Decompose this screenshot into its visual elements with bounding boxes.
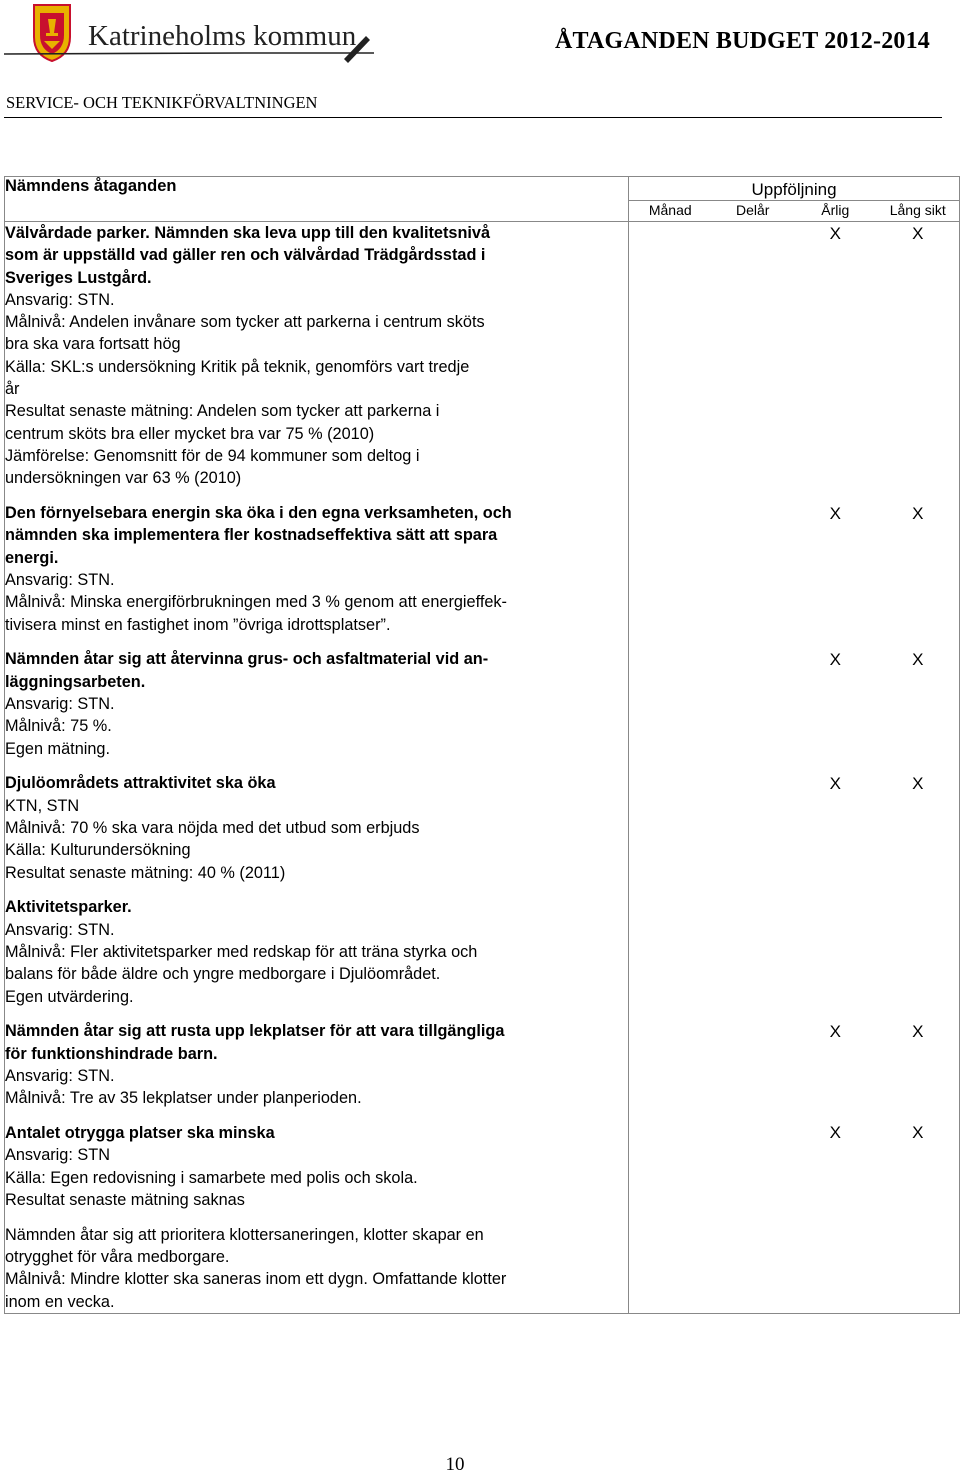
followup-mark: [712, 773, 795, 795]
commitments-header: Nämndens åtaganden: [5, 177, 629, 222]
followup-mark: X: [829, 1021, 841, 1041]
followup-mark: [629, 649, 712, 671]
followup-marks: [629, 1021, 959, 1043]
followup-marks: [629, 503, 959, 525]
subcol-long-term: Lång sikt: [889, 202, 946, 218]
commitment-line: tivisera minst en fastighet inom ”övriga idrottsplatser”.: [5, 615, 391, 634]
commitment-line: Välvårdade parker. Nämnden ska leva upp till den kvalitetsnivå: [5, 224, 491, 242]
commitment-line: Sveriges Lustgård.: [5, 268, 152, 287]
commitment-line: Resultat senaste mätning saknas: [5, 1190, 245, 1209]
subcol-monthly: Månad: [648, 202, 692, 218]
document-title: ÅTAGANDEN BUDGET 2012-2014: [554, 28, 930, 54]
commitment-line: balans för både äldre och yngre medborgare i Djulöområdet.: [5, 965, 441, 984]
followup-mark: [712, 1122, 795, 1144]
logo-text: Katrineholms kommun: [88, 20, 357, 52]
followup-mark: X: [829, 649, 841, 669]
commitment-line: Målnivå: Minska energiförbrukningen med 3 % genom att energieffek-: [5, 593, 507, 612]
commitment-line: Antalet otrygga platser ska minska: [5, 1123, 275, 1142]
department-name: SERVICE- OCH TEKNIKFÖRVALTNINGEN: [6, 93, 318, 112]
followup-marks: [629, 649, 959, 671]
followup-cell: [629, 222, 960, 1314]
commitment-item: [5, 1224, 628, 1313]
commitment-item: [5, 1122, 628, 1211]
commitment-line: centrum sköts bra eller mycket bra var 75 % (2010): [5, 424, 375, 443]
commitment-line: Målnivå: Tre av 35 lekplatser under planperioden.: [5, 1089, 362, 1108]
commitment-line: Nämnden åtar sig att prioritera klottersaneringen, klotter skapar en: [5, 1225, 484, 1244]
followup-mark: [629, 503, 712, 525]
commitment-item: [5, 502, 628, 636]
commitment-item: [5, 896, 628, 1007]
commitment-line: KTN, STN: [5, 796, 80, 815]
commitment-line: Resultat senaste mätning: 40 % (2011): [5, 863, 286, 882]
commitment-line: Ansvarig: STN.: [5, 1066, 115, 1085]
commitment-line: Källa: Kulturundersökning: [5, 841, 191, 860]
commitment-line: Nämnden åtar sig att återvinna grus- och asfaltmaterial vid an-: [5, 650, 489, 669]
followup-mark: [712, 223, 795, 245]
commitments-table: [4, 176, 960, 1314]
followup-mark: X: [829, 773, 841, 793]
commitment-line: Ansvarig: STN.: [5, 694, 115, 713]
commitment-line: Djulöområdets attraktivitet ska öka: [5, 774, 276, 793]
commitment-line: år: [5, 380, 20, 399]
commitments-cell: [5, 222, 629, 1314]
commitment-line: Målnivå: 70 % ska vara nöjda med det utbud som erbjuds: [5, 818, 420, 837]
commitment-line: otrygghet för våra medborgare.: [5, 1247, 230, 1266]
followup-mark: [629, 1021, 712, 1043]
commitment-line: Målnivå: Andelen invånare som tycker att parkerna i centrum sköts: [5, 313, 485, 332]
commitment-line: Ansvarig: STN: [5, 1146, 110, 1165]
commitment-line: inom en vecka.: [5, 1292, 115, 1311]
commitment-line: Målnivå: Fler aktivitetsparker med redskap för att träna styrka och: [5, 942, 478, 961]
followup-mark: X: [912, 649, 924, 669]
followup-mark: [629, 223, 712, 245]
commitment-line: Egen mätning.: [5, 739, 110, 758]
followup-header: Uppföljning: [751, 180, 837, 199]
followup-subcolumns: [629, 200, 959, 221]
followup-mark: X: [829, 1123, 841, 1143]
commitment-item: [5, 222, 628, 490]
followup-mark: X: [829, 223, 841, 243]
followup-mark: [629, 773, 712, 795]
followup-mark: [712, 503, 795, 525]
followup-mark: X: [829, 503, 841, 523]
subcol-interim: Delår: [736, 202, 770, 218]
followup-mark: X: [912, 1021, 924, 1041]
commitment-line: Målnivå: 75 %.: [5, 717, 112, 736]
followup-mark: [712, 649, 795, 671]
municipality-logo: [4, 3, 374, 65]
commitment-line: nämnden ska implementera fler kostnadseffektiva sätt att spara: [5, 526, 498, 545]
commitment-line: bra ska vara fortsatt hög: [5, 335, 181, 354]
followup-marks: [629, 223, 959, 245]
header-rule: [4, 117, 942, 118]
followup-marks: [629, 1122, 959, 1144]
followup-mark: X: [912, 773, 924, 793]
page-header: [0, 0, 960, 120]
commitment-line: Källa: SKL:s undersökning Kritik på teknik, genomförs vart tredje: [5, 357, 470, 376]
followup-mark: X: [912, 1123, 924, 1143]
commitment-line: Källa: Egen redovisning i samarbete med polis och skola.: [5, 1168, 418, 1187]
followup-mark: [629, 1122, 712, 1144]
commitment-item: [5, 772, 628, 883]
commitment-line: Den förnyelsebara energin ska öka i den egna verksamheten, och: [5, 504, 512, 523]
commitment-line: undersökningen var 63 % (2010): [5, 469, 242, 488]
commitment-line: Egen utvärdering.: [5, 987, 134, 1006]
subcol-annual: Årlig: [821, 202, 850, 218]
commitment-line: läggningsarbeten.: [5, 672, 146, 691]
commitment-line: som är uppställd vad gäller ren och välvårdad Trädgårdsstad i: [5, 246, 486, 265]
commitment-line: Nämnden åtar sig att rusta upp lekplatser för att vara tillgängliga: [5, 1022, 505, 1041]
commitment-line: Ansvarig: STN.: [5, 920, 115, 939]
commitment-item: [5, 648, 628, 759]
commitment-line: Ansvarig: STN.: [5, 290, 115, 309]
commitment-line: Jämförelse: Genomsnitt för de 94 kommuner som deltog i: [5, 446, 420, 465]
followup-header-cell: [629, 177, 960, 222]
commitment-item: [5, 1020, 628, 1109]
page-number: 10: [445, 1454, 465, 1475]
followup-mark: X: [912, 223, 924, 243]
followup-mark: X: [912, 503, 924, 523]
commitment-line: för funktionshindrade barn.: [5, 1044, 218, 1063]
commitment-line: Resultat senaste mätning: Andelen som tycker att parkerna i: [5, 402, 440, 421]
commitment-line: energi.: [5, 548, 59, 567]
commitment-line: Aktivitetsparker.: [5, 898, 132, 917]
followup-marks: [629, 773, 959, 795]
commitment-line: Målnivå: Mindre klotter ska saneras inom ett dygn. Omfattande klotter: [5, 1270, 507, 1289]
followup-mark: [712, 1021, 795, 1043]
commitment-line: Ansvarig: STN.: [5, 570, 115, 589]
